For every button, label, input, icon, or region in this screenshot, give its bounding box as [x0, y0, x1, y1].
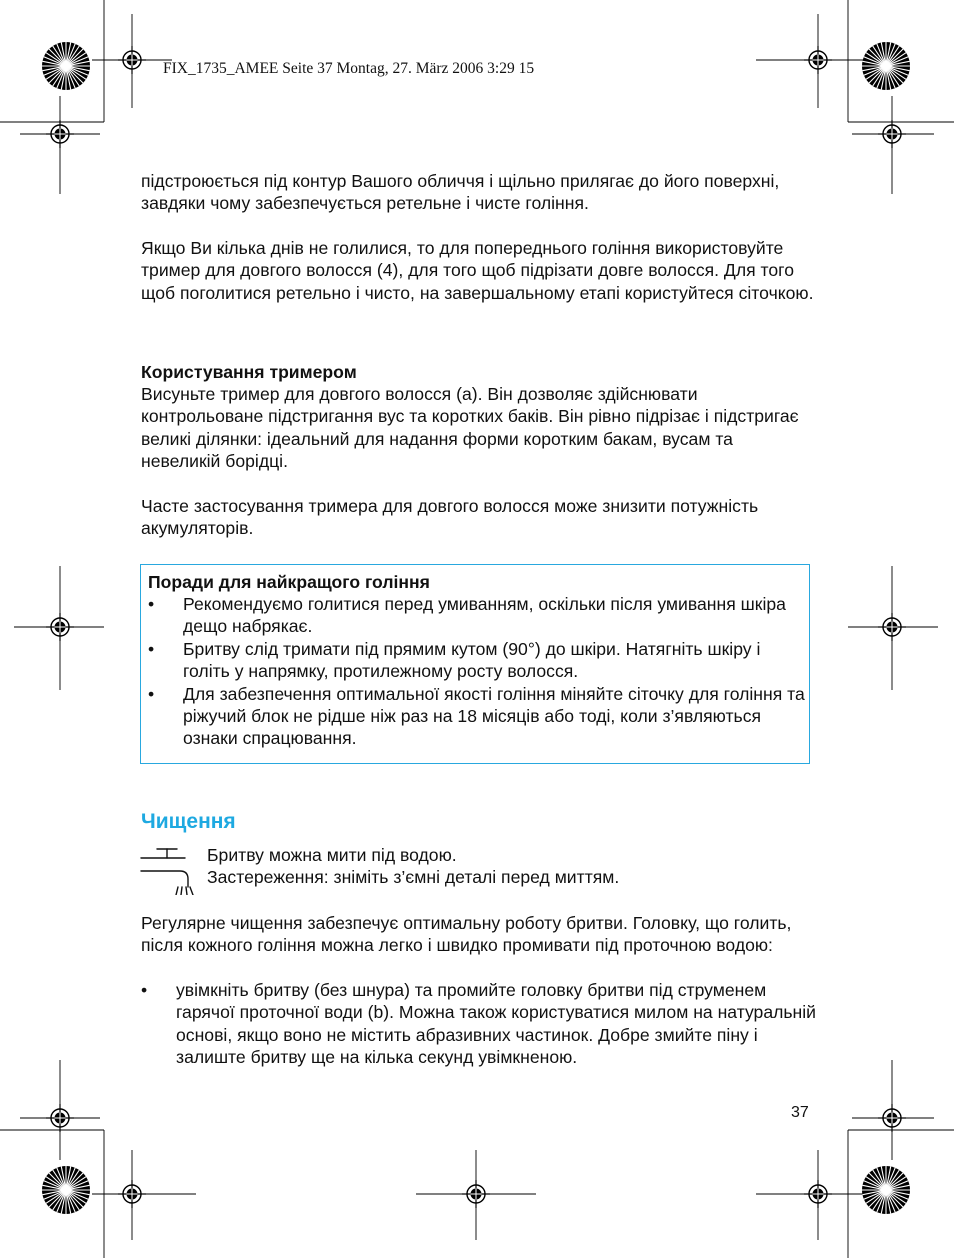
tips-list: [148, 593, 808, 750]
tip-item: • Бритву слід тримати під прямим кутом (90°) до шкіри. Натягніть шкіру і голіть у напрямку, протилежному росту волосся.: [148, 638, 808, 683]
intro-paragraph: підстроюється під контур Вашого обличчя і щільно прилягає до його поверхні, завдяки чому забезпечується ретельне і чисте гоління.: [141, 171, 780, 214]
trimmer-heading: Користування тримером: [141, 362, 357, 382]
tip-item: • Рекомендуємо голитися перед умиванням, оскільки після умивання шкіра дещо набрякає.: [148, 593, 808, 638]
trimmer-paragraph: Висуньте тример для довгого волосся (a). Він дозволяє здійснювати контрольоване підстригання вус та коротких баків. Він рівно підрізає і підстригає великі ділянки: ідеальний для надання форми коротким бакам, вусам та невеликій борідці.: [141, 384, 799, 472]
cleaning-item: • увімкніть бритву (без шнура) та промийте головку бритви під струменем гарячої проточної води (b). Можна також користуватися милом на натуральній основі, якщо воно не містить абразивних частинок. Добре змийте піну і залиште бритву ще на кілька секунд увімкненою.: [141, 979, 816, 1069]
print-slug: FIX_1735_AMEE Seite 37 Montag, 27. März 2006 3:29 15: [163, 60, 535, 77]
trimmer-note: Часте застосування тримера для довгого волосся може знизити потужність акумуляторів.: [141, 496, 759, 539]
cleaning-heading: Чищення: [141, 810, 236, 833]
tip-item: • Для забезпечення оптимальної якості гоління міняйте сіточку для гоління та ріжучий блок не рідше ніж раз на 18 місяців або тоді, коли з’являються ознаки спрацювання.: [148, 683, 808, 750]
water-line-2: Застереження: зніміть з’ємні деталі перед миттям.: [207, 867, 620, 888]
tips-title: Поради для найкращого гоління: [148, 572, 430, 592]
cleaning-intro: Регулярне чищення забезпечує оптимальну роботу бритви. Головку, що голить, після кожного гоління можна легко і швидко промивати під проточною водою:: [141, 913, 792, 956]
water-instructions: [207, 844, 619, 889]
page-number: 37: [791, 1104, 809, 1121]
cleaning-list: [141, 979, 816, 1069]
water-line-1: Бритву можна мити під водою.: [207, 845, 457, 865]
pre-trim-paragraph: Якщо Ви кілька днів не голилися, то для попереднього гоління використовуйте тример для довгого волосся (4), для того щоб підрізати довге волосся. Для того щоб поголитися ретельно і чисто, на завершальному етапі користуйтеся сіточкою.: [141, 238, 814, 303]
tap-water-icon: [140, 845, 196, 895]
